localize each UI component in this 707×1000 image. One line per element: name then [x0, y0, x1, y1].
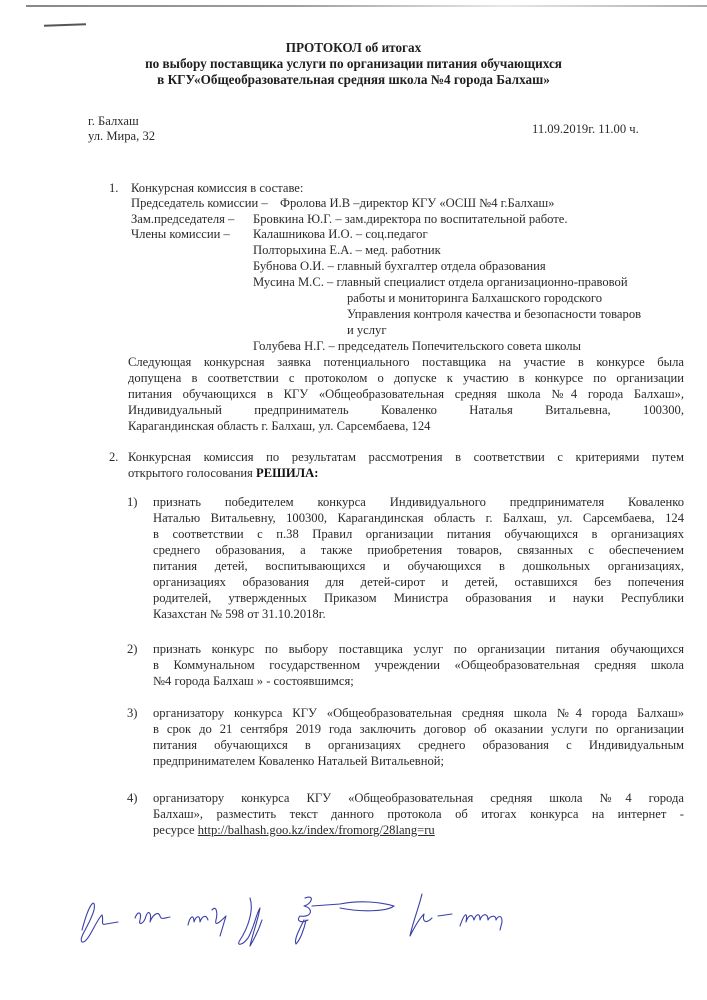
chair-role: Председатель комиссии – [131, 196, 268, 210]
paragraph-line: Карагандинская область г. Балхаш, ул. Сарсембаева, 124 [128, 419, 431, 433]
item-4-last-text: ресурсе [153, 823, 198, 837]
member-4-cont-1: работы и мониторинга Балхашского городского [347, 291, 603, 305]
paragraph-line: питания обучающихся в КГУ «Общеобразовательная средняя школа №4 города Балхаш», [128, 387, 684, 401]
item-4-last-line [153, 823, 435, 838]
item-1-line: Казахстан № 598 от 31.10.2018г. [153, 607, 326, 621]
members-role: Члены комиссии – [131, 227, 230, 241]
item-1-line: признать победителем конкурса Индивидуального предпринимателя Коваленко [153, 495, 684, 509]
item-4-line: организатору конкурса КГУ «Общеобразовательная средняя школа №4 города [153, 791, 684, 805]
decision-keyword: РЕШИЛА: [256, 466, 319, 480]
item-4-line: Балхаш», разместить текст данного протокола об итогах конкурса на интернет - [153, 807, 684, 821]
member-4-cont-2: Управления контроля качества и безопасности товаров [347, 307, 642, 321]
member-2: Полторыхина Е.А. – мед. работник [253, 243, 441, 257]
item-1-line: Наталью Витальевну, 100300, Карагандинская область г. Балхаш, ул. Сарсембаева, 124 [153, 511, 684, 525]
deputy-name: Бровкина Ю.Г. – зам.директора по воспитательной работе. [253, 212, 568, 226]
signature-5 [295, 897, 394, 944]
signature-1 [81, 903, 118, 942]
item-3-number: 3) [127, 706, 138, 720]
item-2-line: в Коммунальном государственном учреждении «Общеобразовательная средняя школа [153, 658, 684, 672]
item-1-line: родителей, утвержденных Приказом Министра образования и науки Республики [153, 591, 684, 605]
signature-7 [460, 915, 502, 930]
item-3-line: в срок до 21 сентября 2019 года заключить договор об оказании услуги по организации [153, 722, 684, 736]
signature-6 [410, 894, 452, 936]
scan-edge-line [26, 5, 707, 7]
item-1-line: в соответствии с п.38 Правил организации питания обучающихся в организациях [153, 527, 684, 541]
paragraph-line: допущена в соответствии с протоколом о допуске к участию в конкурсе по организации [128, 371, 684, 385]
datetime: 11.09.2019г. 11.00 ч. [532, 122, 639, 136]
section2-line1: Конкурсная комиссия по результатам рассмотрения в соответствии с критериями путем [128, 450, 684, 464]
member-5: Голубева Н.Г. – председатель Попечительского совета школы [253, 339, 581, 353]
item-1-number: 1) [127, 495, 138, 509]
signature-2 [135, 913, 170, 924]
section2-line2-text: открытого голосования [128, 466, 256, 480]
member-3: Бубнова О.И. – главный бухгалтер отдела образования [253, 259, 546, 273]
section2-number: 2. [109, 450, 119, 464]
document-title: ПРОТОКОЛ об итогах [285, 40, 422, 55]
city: г. Балхаш [88, 114, 139, 128]
item-3-line: организатору конкурса КГУ «Общеобразовательная средняя школа №4 города Балхаш» [153, 706, 684, 720]
item-2-line: №4 города Балхаш » - состоявшимся; [153, 674, 354, 688]
item-1-line: питания детей, воспитывающихся и обучающихся в дошкольных организациях, [153, 559, 684, 573]
signature-4 [239, 898, 262, 946]
document-subtitle-line1: по выбору поставщика услуги по организации питания обучающихся [145, 56, 562, 71]
section2-line2 [128, 466, 318, 481]
item-3-line: предпринимателем Коваленко Натальей Витальевной; [153, 754, 445, 768]
item-1-line: организациях образования для детей-сирот и детей, оставшихся без попечения [153, 575, 684, 589]
member-4-cont-3: и услуг [347, 323, 387, 337]
section1-heading: Конкурсная комиссия в составе: [131, 181, 304, 195]
item-2-number: 2) [127, 642, 138, 656]
item-2-line: признать конкурс по выбору поставщика услуг по организации питания обучающихся [153, 642, 684, 656]
document-subtitle-line2: в КГУ«Общеобразовательная средняя школа №4 города Балхаш» [157, 72, 550, 87]
member-1: Калашникова И.О. – соц.педагог [253, 227, 428, 241]
signatures [60, 880, 700, 990]
deputy-role: Зам.председателя – [131, 212, 235, 226]
signature-3 [188, 908, 226, 936]
paragraph-line: Следующая конкурсная заявка потенциального поставщика на участие в конкурсе была [128, 355, 684, 369]
member-4: Мусина М.С. – главный специалист отдела организационно-правовой [253, 275, 628, 289]
item-3-line: питания обучающихся в организациях среднего образования с Индивидуальным [153, 738, 684, 752]
chair-name: Фролова И.В –директор КГУ «ОСШ №4 г.Балхаш» [280, 196, 555, 210]
protocol-url-link[interactable]: http://balhash.goo.kz/index/fromorg/28lang=ru [197, 823, 435, 837]
item-1-line: среднего образования, а также приобретения товаров, связанных с обеспечением [153, 543, 684, 557]
street: ул. Мира, 32 [88, 129, 156, 143]
section1-number: 1. [109, 181, 119, 195]
paragraph-line: Индивидуальный предприниматель Коваленко Наталья Витальевна, 100300, [128, 403, 684, 417]
item-4-number: 4) [127, 791, 138, 805]
pen-mark [44, 23, 86, 26]
